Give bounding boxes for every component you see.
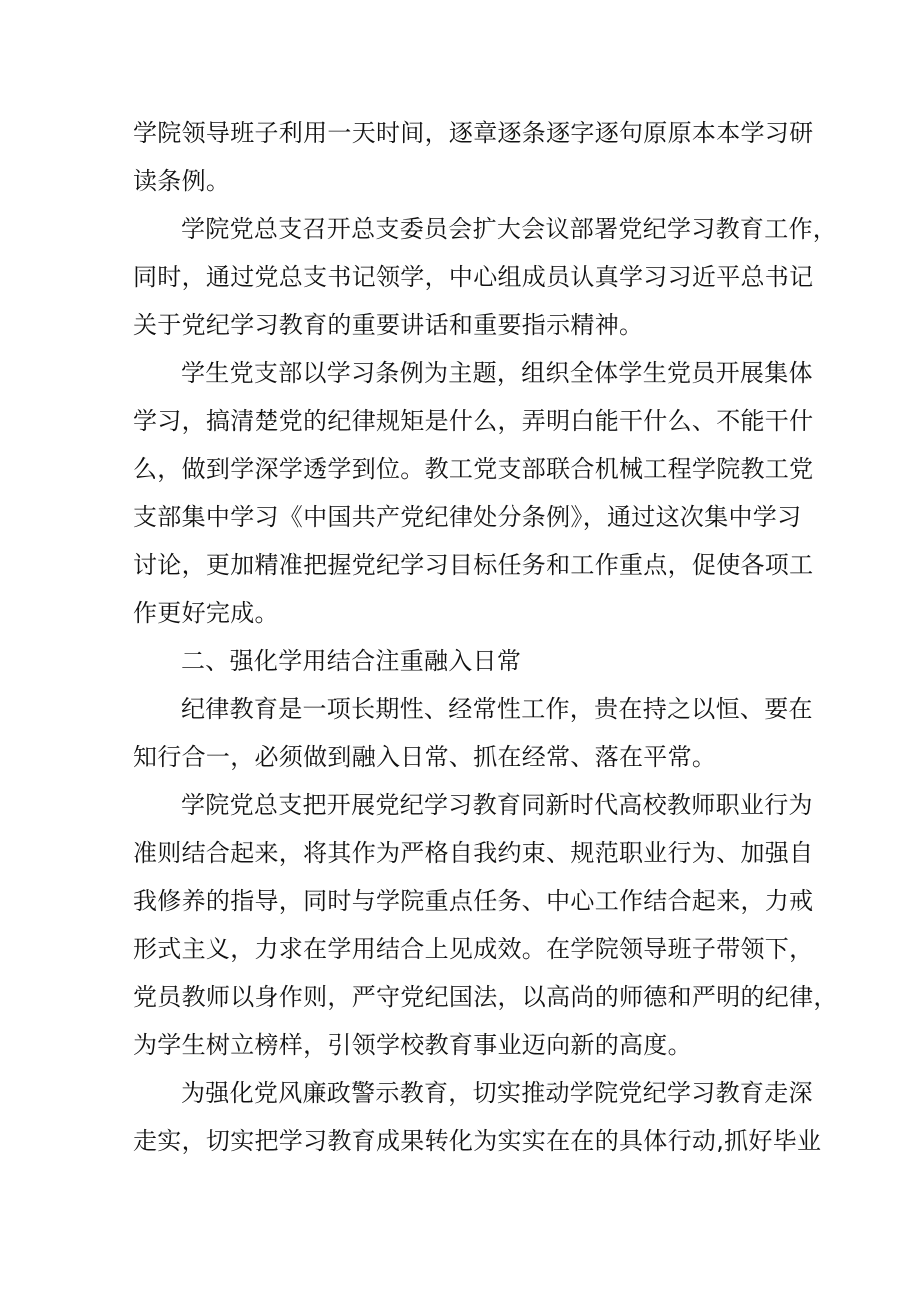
body-text-line: 形式主义，力求在学用结合上见成效。在学院领导班子带领下，: [133, 935, 814, 963]
body-text-line: 作更好完成。: [133, 599, 279, 627]
body-text-line: 学习，搞清楚党的纪律规矩是什么，弄明白能干什么、不能干什: [133, 407, 814, 435]
body-text-line: 学生党支部以学习条例为主题，组织全体学生党员开展集体: [181, 359, 813, 387]
body-text-line: 我修养的指导，同时与学院重点任务、中心工作结合起来，力戒: [133, 887, 814, 915]
body-text-line: 为学生树立榜样，引领学校教育事业迈向新的高度。: [133, 1031, 692, 1059]
body-text-line: 为强化党风廉政警示教育，切实推动学院党纪学习教育走深: [181, 1079, 813, 1107]
body-text-line: 学院党总支把开展党纪学习教育同新时代高校教师职业行为: [181, 791, 813, 819]
body-text-line: 准则结合起来，将其作为严格自我约束、规范职业行为、加强自: [133, 839, 814, 867]
body-text-line: 讨论，更加精准把握党纪学习目标任务和工作重点，促使各项工: [133, 551, 814, 579]
body-text-line: 关于党纪学习教育的重要讲话和重要指示精神。: [133, 311, 644, 339]
body-text-line: 走实，切实把学习教育成果转化为实实在在的具体行动,抓好毕业: [133, 1127, 822, 1155]
body-text-line: 纪律教育是一项长期性、经常性工作，贵在持之以恒、要在: [181, 695, 813, 723]
body-text-line: 知行合一，必须做到融入日常、抓在经常、落在平常。: [133, 743, 717, 771]
body-text-line: 读条例。: [133, 167, 231, 195]
body-text-line: 支部集中学习《中国共产党纪律处分条例》，通过这次集中学习: [133, 503, 802, 531]
section-heading: 二、强化学用结合注重融入日常: [181, 647, 522, 675]
body-text-line: 同时，通过党总支书记领学，中心组成员认真学习习近平总书记: [133, 263, 814, 291]
body-text-line: 党员教师以身作则，严守党纪国法，以高尚的师德和严明的纪律，: [133, 983, 838, 1011]
body-text-line: 么，做到学深学透学到位。教工党支部联合机械工程学院教工党: [133, 455, 814, 483]
body-text-line: 学院党总支召开总支委员会扩大会议部署党纪学习教育工作，: [181, 215, 838, 243]
body-text-line: 学院领导班子利用一天时间，逐章逐条逐字逐句原原本本学习研: [133, 119, 814, 147]
